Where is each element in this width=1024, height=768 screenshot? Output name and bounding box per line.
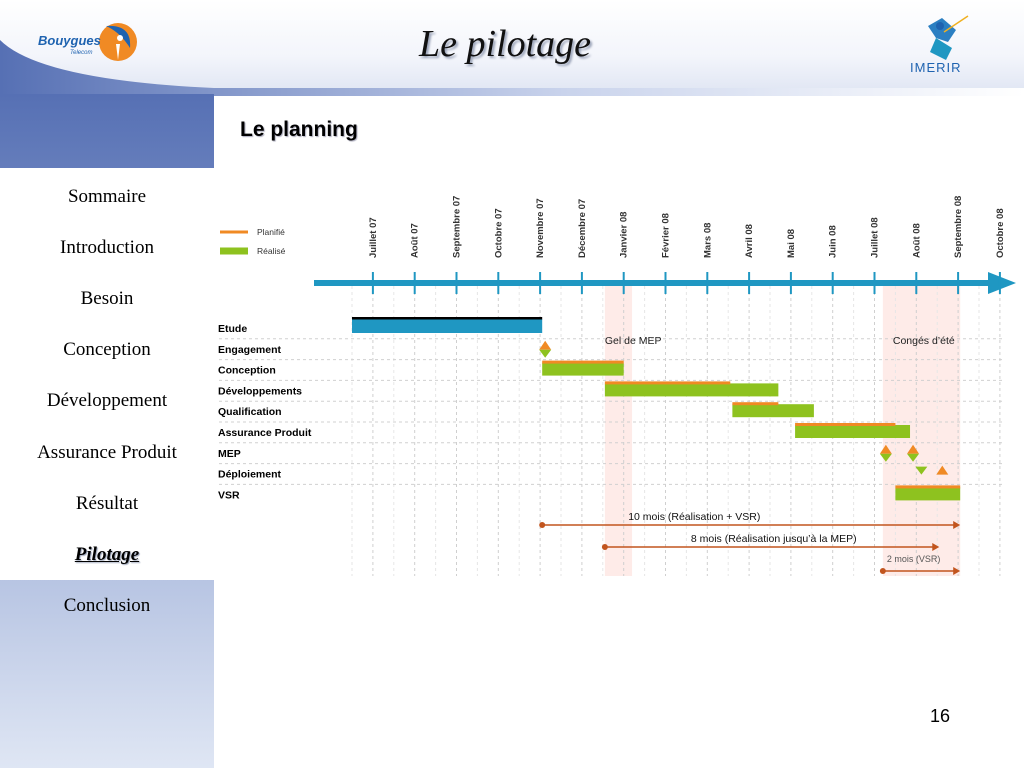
imerir-logo	[900, 8, 1000, 86]
task-bar-planned	[542, 361, 624, 364]
month-tick-label: Août 07	[409, 223, 421, 258]
task-bar-done	[605, 383, 778, 396]
page-number: 16	[930, 706, 951, 726]
month-tick-label: Février 08	[660, 213, 672, 258]
month-tick-label: Mai 08	[785, 228, 797, 258]
slide-title: Le pilotage	[418, 23, 592, 65]
duration-arrow-start	[602, 544, 608, 550]
month-tick-label: Août 08	[911, 223, 923, 258]
legend-swatch-done	[220, 248, 248, 255]
slide-header	[0, 0, 1024, 94]
telecom-logo-text: Telecom	[70, 50, 93, 56]
bouygues-logo-text: Bouygues	[38, 33, 101, 48]
duration-label: 10 mois (Réalisation + VSR)	[628, 511, 761, 523]
task-bar-planned	[732, 402, 778, 405]
month-tick-label: Novembre 07	[535, 198, 547, 258]
duration-arrow-start	[539, 522, 545, 528]
task-bar-planned	[895, 485, 960, 488]
highlight-period-label: Congés d’été	[892, 335, 955, 347]
nav-item-conclusion[interactable]: Conclusion	[63, 595, 151, 616]
duration-label: 2 mois (VSR)	[886, 554, 941, 564]
legend-swatch-planned	[220, 231, 248, 234]
task-bar-done	[795, 425, 910, 438]
nav-item-assurance-produit[interactable]: Assurance Produit	[37, 442, 177, 463]
task-label: MEP	[218, 447, 241, 460]
task-bar-done	[732, 404, 814, 417]
task-bar-planned	[795, 423, 895, 426]
month-tick-label: Mars 08	[702, 222, 714, 258]
task-bar-etude-top	[352, 317, 542, 320]
timeline-arrowhead	[988, 272, 1016, 294]
task-label: Engagement	[218, 343, 282, 356]
legend-label-planned: Planifié	[257, 227, 285, 237]
nav-item-developpement[interactable]: Développement	[46, 390, 168, 411]
nav-item-conception[interactable]: Conception	[63, 339, 151, 360]
month-tick-label: Avril 08	[744, 224, 756, 258]
month-tick-label: Juillet 08	[869, 217, 881, 258]
task-bar-etude	[352, 319, 542, 333]
highlight-period-0	[605, 286, 632, 576]
task-label: Déploiement	[218, 468, 282, 481]
task-bar-done	[542, 363, 624, 376]
task-label: Assurance Produit	[218, 427, 312, 439]
section-title: Le planning	[240, 118, 358, 141]
nav-item-besoin[interactable]: Besoin	[80, 288, 134, 309]
task-bar-done	[895, 487, 960, 500]
nav-item-introduction[interactable]: Introduction	[60, 237, 154, 258]
task-label: Qualification	[218, 406, 282, 419]
imerir-logo-text: IMERIR	[910, 60, 962, 75]
nav-item-sommaire[interactable]: Sommaire	[67, 186, 147, 207]
month-tick-label: Octobre 07	[493, 208, 505, 258]
month-tick-label: Octobre 08	[994, 208, 1006, 258]
month-tick-label: Juin 08	[827, 225, 839, 258]
task-label: Etude	[218, 323, 248, 335]
month-tick-label: Septembre 07	[451, 195, 463, 258]
duration-label: 8 mois (Réalisation jusqu’à la MEP)	[690, 533, 857, 545]
task-label: Développements	[218, 385, 303, 398]
month-tick-label: Juillet 07	[367, 217, 379, 258]
month-tick-label: Septembre 08	[953, 195, 965, 258]
task-label: Conception	[218, 364, 276, 377]
task-bar-planned	[605, 381, 730, 384]
slide-navigation	[0, 168, 214, 616]
month-tick-label: Janvier 08	[618, 211, 630, 258]
legend-label-done: Réalisé	[257, 246, 286, 256]
milestone-done	[539, 350, 551, 358]
milestone-planned	[539, 341, 551, 350]
nav-item-resultat[interactable]: Résultat	[75, 493, 139, 514]
gantt-chart	[214, 168, 1024, 580]
month-tick-label: Décembre 07	[576, 198, 588, 258]
highlight-period-label: Gel de MEP	[604, 335, 662, 347]
duration-arrow-start	[880, 568, 886, 574]
task-label: VSR	[218, 489, 240, 502]
nav-item-pilotage[interactable]: Pilotage	[74, 544, 140, 565]
